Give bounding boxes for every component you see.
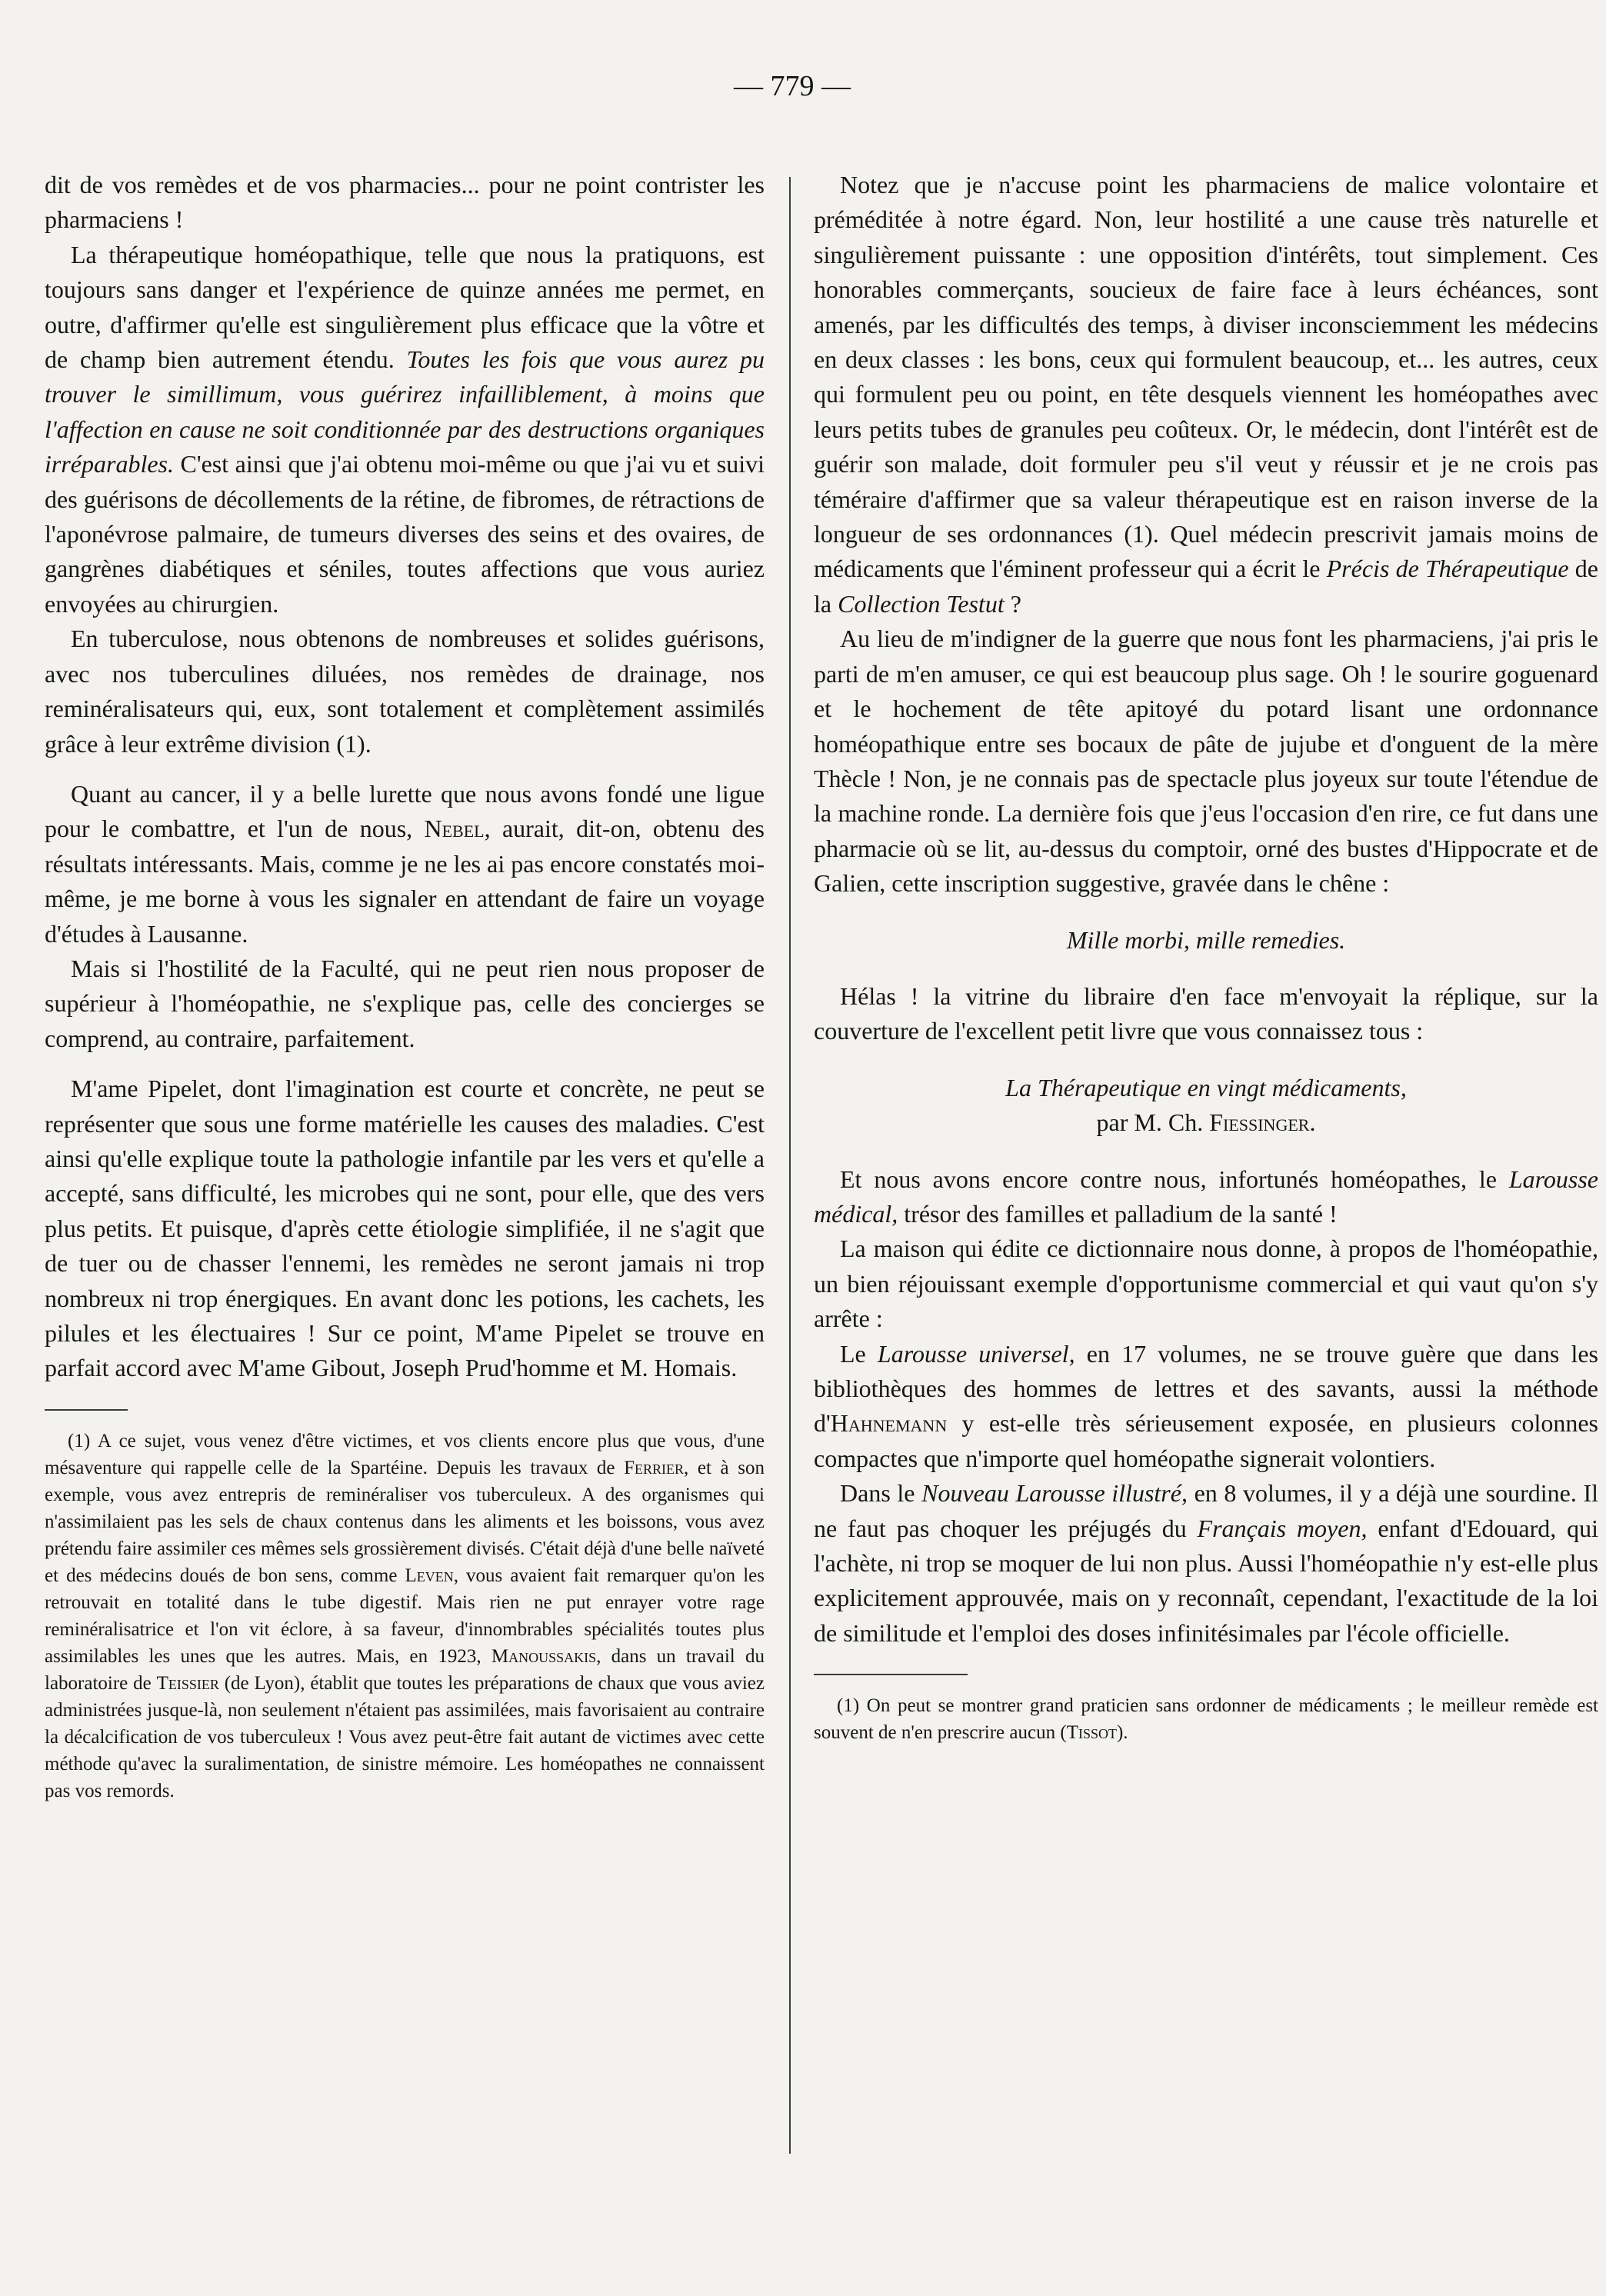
footnote: (1) A ce sujet, vous venez d'être victimes, et vos clients encore plus que vous, d'une mésaventure qui rappelle celle de la Spartéine. Depuis les travaux de Ferrier, et à son exemple, vous avez entrepris de reminéraliser vos tuberculeux. A des organismes qui n'assimilaient pas les sels de chaux contenus dans les aliments et les boissons, vous avez prétendu faire assimiler ces mêmes sels grossièrement divisés. C'était déjà d'une belle naïveté et des médecins doués de bon sens, comme Leven, vous avaient fait remarquer qu'on les retrouvait en totalité dans le tube digestif. Mais rien ne put enrayer votre rage reminéralisatrice et l'on vit éclore, à sa faveur, d'innombrables spécialités toutes plus assimilables les unes que les autres. Mais, en 1923, Manoussakis, dans un travail du laboratoire de Teissier (de Lyon), établit que toutes les préparations de chaux que vous aviez administrées jusque-là, non seulement n'étaient pas assimilées, mais favorisaient au contraire la décalcification de vos tuberculeux ! Vous avez peut-être fait autant de victimes avec cette méthode qu'avec la suralimentation, de sinistre mémoire. Les homéopathes ne connaissent pas vos remords. (45, 1430, 765, 1801)
paragraph: M'ame Pipelet, dont l'imagination est courte et concrète, ne peut se représenter que sous une forme matérielle les causes des maladies. C'est ainsi qu'elle explique toute la pathologie infantile par les vers et qu'elle a accepté, sans difficulté, les microbes qui ne sont, pour elle, que des vers plus petits. Et puisque, d'après cette étiologie simplifiée, il ne s'agit que de tuer ou de chasser l'ennemi, les remèdes ne seront jamais ni trop nombreux ni trop énergiques. En avant donc les potions, les cachets, les pilules et les électuaires ! Sur ce point, M'ame Pipelet se trouve en parfait accord avec M'ame Gibout, Joseph Prud'homme et M. Homais. (45, 1075, 765, 1382)
paragraph: Hélas ! la vitrine du libraire d'en face m'envoyait la réplique, sur la couverture de l'excellent petit livre que vous connaissez tous : (814, 981, 1598, 1045)
paragraph: Et nous avons encore contre nous, infortunés homéopathes, le Larousse médical, trésor des familles et palladium de la santé ! (814, 1165, 1598, 1228)
footnote-rule (814, 1674, 968, 1675)
right-column (814, 168, 1598, 1746)
paragraph: Quant au cancer, il y a belle lurette que nous avons fondé une ligue pour le combattre, et l'un de nous, Nebel, aurait, dit-on, obtenu des résultats intéressants. Mais, comme je ne les ai pas encore constatés moi-même, je me borne à vous les signaler en attendant de faire un voyage d'études à Lausanne. (45, 779, 765, 948)
paragraph: Le Larousse universel, en 17 volumes, ne se trouve guère que dans les bibliothèques des hommes de lettres et des savants, aussi la méthode d'Hahnemann y est-elle très sérieusement exposée, en plusieurs colonnes compactes que n'importe quel homéopathe signerait volontiers. (814, 1339, 1598, 1472)
column-divider (789, 177, 791, 2154)
paragraph: Notez que je n'accuse point les pharmaciens de malice volontaire et préméditée à notre égard. Non, leur hostilité a une cause très naturelle et singulièrement puissante : une opposition d'intérêts, tout simplement. Ces honorables commerçants, soucieux de faire face à leurs échéances, sont amenés, par les difficultés des temps, à diviser inconsciemment les médecins en deux classes : les bons, ceux qui formulent beaucoup, et... les autres, ceux qui formulent peu ou point, en tête desquels viennent les homéopathes avec leurs petits tubes de granules peu coûteux. Or, le médecin, dont l'intérêt est de guérir son malade, doit formuler peu s'il veut y réussir et je ne crois pas téméraire d'affirmer que sa valeur thérapeutique est en raison inverse de la longueur de ses ordonnances (1). Quel médecin prescrivit jamais moins de médicaments que l'éminent professeur qui a écrit le Précis de Thérapeutique de la Collection Testut ? (814, 171, 1599, 618)
paragraph: En tuberculose, nous obtenons de nombreuses et solides guérisons, avec nos tuberculines diluées, nos remèdes de drainage, nos reminéralisateurs qui, eux, sont totalement et complètement assimilés grâce à leur extrême division (1). (45, 625, 765, 758)
paragraph: Mais si l'hostilité de la Faculté, qui ne peut rien nous proposer de supérieur à l'homéopathie, ne s'explique pas, celle des concierges se comprend, au contraire, parfaitement. (45, 954, 765, 1052)
page-number: — 779 — (734, 70, 851, 102)
footnote-rule (45, 1409, 128, 1411)
paragraph: dit de vos remèdes et de vos pharmacies... pour ne point contrister les pharmaciens ! (45, 171, 765, 234)
book-title: La Thérapeutique en vingt médicaments, (1005, 1073, 1407, 1101)
author-name: Nebel (424, 815, 485, 843)
book-author: par M. Ch. Fiessinger. (1096, 1108, 1316, 1137)
paragraph: La thérapeutique homéopathique, telle que nous la pratiquons, est toujours sans danger et l'expérience de quinze années me permet, en outre, d'affirmer qu'elle est singulièrement plus efficace que la vôtre et de champ bien autrement étendu. Toutes les fois que vous aurez pu trouver le simillimum, vous guérirez infailliblement, à moins que l'affection en cause ne soit conditionnée par des destructions organiques irréparables. C'est ainsi que j'ai obtenu moi-même ou que j'ai vu et suivi des guérisons de décollements de la rétine, de fibromes, de rétractions de l'aponévrose palmaire, de tumeurs diverses des seins et des ovaires, de gangrènes diabétiques et séniles, toutes affections que vous auriez envoyées au chirurgien. (45, 240, 765, 618)
quote: Mille morbi, mille remedies. (1066, 925, 1346, 954)
paragraph: La maison qui édite ce dictionnaire nous donne, à propos de l'homéopathie, un bien réjouissant exemple d'opportunisme commercial et qui vaut qu'on s'y arrête : (814, 1235, 1598, 1333)
italic-passage: Toutes les fois que vous aurez pu trouver le simillimum, vous guérirez infailliblement, à moins que l'affection en cause ne soit conditionnée par des destructions organiques irréparables. (45, 345, 765, 478)
paragraph: Au lieu de m'indigner de la guerre que nous font les pharmaciens, j'ai pris le parti de m'en amuser, ce qui est beaucoup plus sage. Oh ! le sourire goguenard et le hochement de tête apitoyé du potard lisant une ordonnance homéopathique entre ses bocaux de pâte de jujube et d'onguent de la mère Thècle ! Non, je ne connais pas de spectacle plus joyeux sur toute l'étendue de la machine ronde. La dernière fois que j'eus l'occasion d'en rire, ce fut dans une pharmacie où se lit, au-dessus du comptoir, orné des bustes d'Hippocrate et de Galien, cette inscription suggestive, gravée dans le chêne : (814, 625, 1598, 898)
paragraph: Dans le Nouveau Larousse illustré, en 8 volumes, il y a déjà une sourdine. Il ne faut pas choquer les préjugés du Français moyen, enfant d'Edouard, qui l'achète, ni trop se moquer de lui non plus. Aussi l'homéopathie n'y est-elle plus explicitement approuvée, mais on y reconnaît, cependant, l'exactitude de la loi de similitude et l'emploi des doses infinitésimales par l'école officielle. (814, 1479, 1599, 1647)
left-column (45, 168, 765, 1804)
footnote: (1) On peut se montrer grand praticien sans ordonner de médicaments ; le meilleur remède est souvent de n'en prescrire aucun (Tissot). (814, 1695, 1598, 1744)
